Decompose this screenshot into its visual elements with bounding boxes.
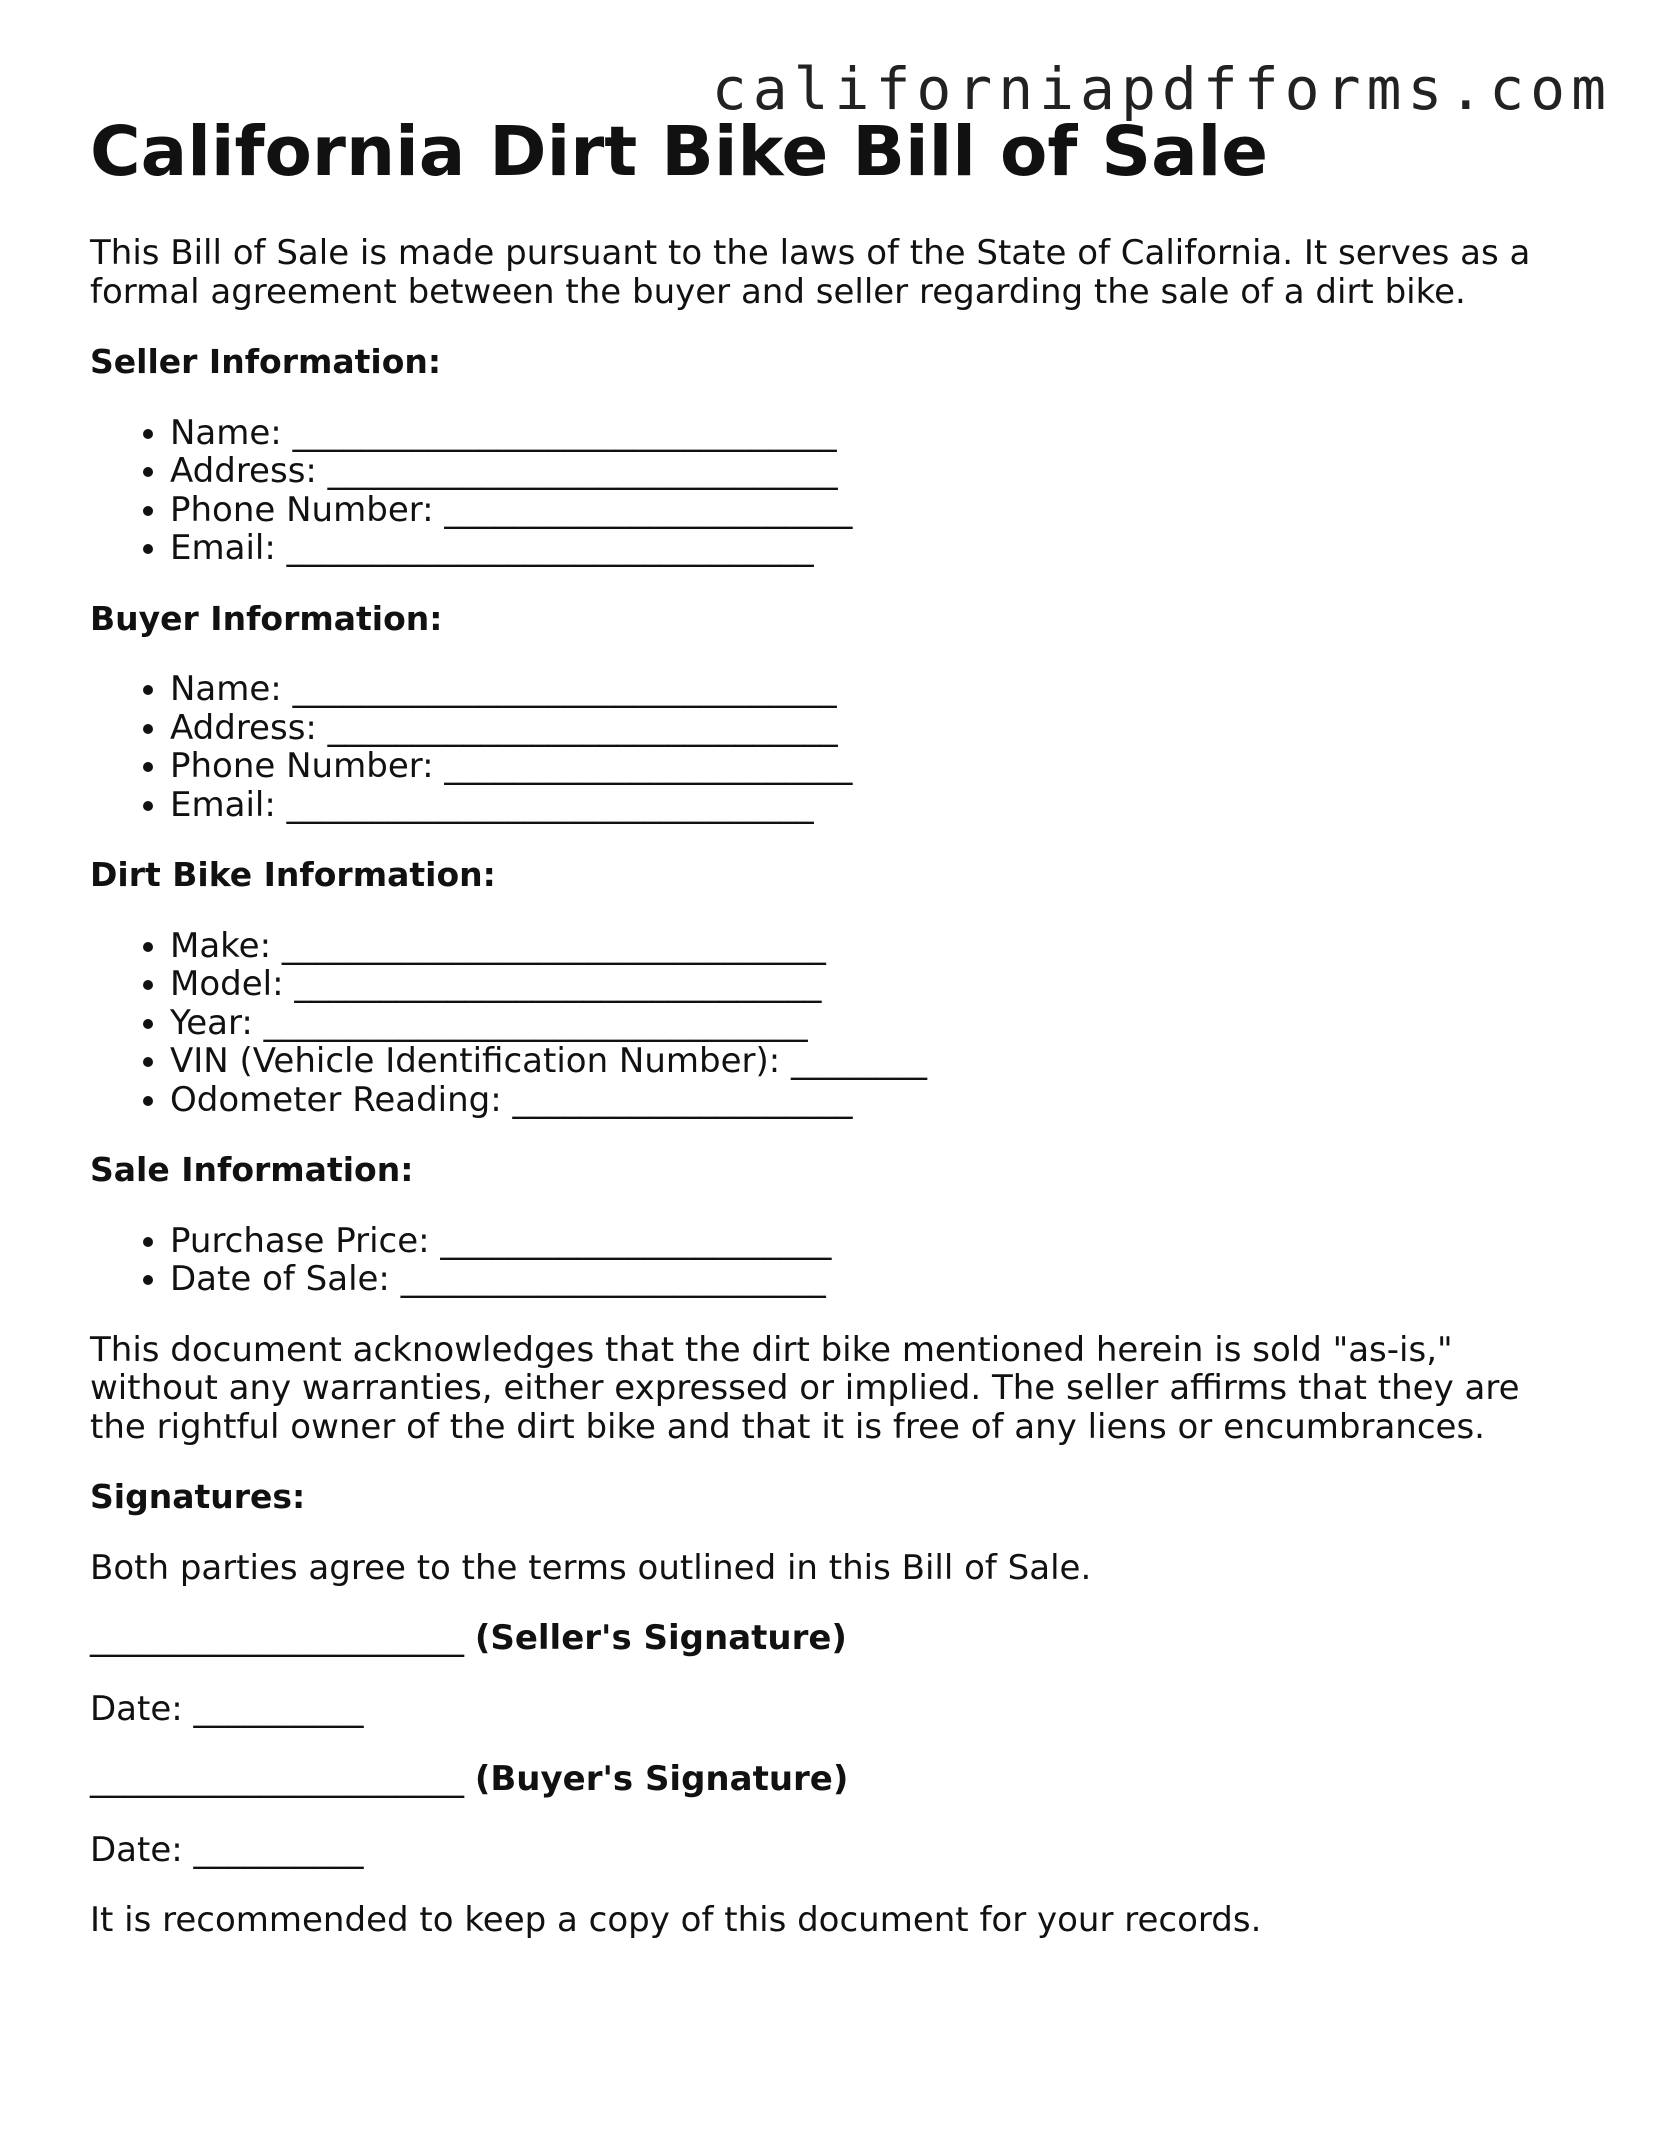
intro-paragraph: This Bill of Sale is made pursuant to the laws of the State of California. It serves as a formal agreement between the buyer and seller regarding the sale of a dirt bike. (90, 233, 1531, 312)
buyer-list (90, 670, 1550, 824)
sale-price-field: • Purchase Price: _______________________ (170, 1222, 1550, 1261)
signatures-heading: Signatures: (90, 1477, 306, 1516)
agreement-text: Both parties agree to the terms outlined in this Bill of Sale. (90, 1547, 1092, 1588)
buyer-date-field: Date: __________ (90, 1829, 364, 1870)
buyer-email-field: • Email: _______________________________ (170, 786, 1550, 825)
buyer-signature-label: (Buyer's Signature) (474, 1759, 849, 1799)
document-body (90, 234, 1550, 1972)
bike-vin-field: • VIN (Vehicle Identification Number): ________ (170, 1042, 1550, 1081)
buyer-phone-field: • Phone Number: ________________________ (170, 747, 1550, 786)
sale-list (90, 1222, 1550, 1299)
seller-date-field: Date: __________ (90, 1688, 364, 1729)
buyer-heading: Buyer Information: (90, 598, 443, 638)
seller-heading: Seller Information: (90, 342, 442, 381)
bike-make-field: • Make: ________________________________ (170, 927, 1550, 966)
bike-model-field: • Model: _______________________________ (170, 965, 1550, 1004)
seller-name-field: • Name: ________________________________ (170, 414, 1550, 453)
bike-odometer-field: • Odometer Reading: ____________________ (170, 1081, 1550, 1120)
bike-year-field: • Year: ________________________________ (170, 1004, 1550, 1043)
footer-note: It is recommended to keep a copy of this document for your records. (90, 1900, 1262, 1940)
seller-list (90, 414, 1550, 568)
bike-list (90, 927, 1550, 1120)
seller-signature-label: (Seller's Signature) (474, 1618, 847, 1658)
sale-heading: Sale Information: (90, 1150, 414, 1189)
bike-heading: Dirt Bike Information: (90, 855, 496, 894)
buyer-address-field: • Address: ______________________________ (170, 709, 1550, 748)
buyer-name-field: • Name: ________________________________ (170, 670, 1550, 709)
seller-email-field: • Email: _______________________________ (170, 529, 1550, 568)
seller-phone-field: • Phone Number: ________________________ (170, 491, 1550, 530)
seller-address-field: • Address: ______________________________ (170, 452, 1550, 491)
seller-signature-line (90, 1619, 1550, 1658)
buyer-signature-line (90, 1760, 1550, 1799)
seller-signature-blank: ______________________ (90, 1618, 464, 1658)
sale-date-field: • Date of Sale: _________________________ (170, 1260, 1550, 1299)
watermark: californiapdfforms.com (711, 55, 1612, 123)
buyer-signature-blank: ______________________ (90, 1759, 464, 1799)
acknowledgment-paragraph: This document acknowledges that the dirt bike mentioned herein is sold "as-is," without any warranties, either expressed or implied. The seller affirms that they are the rightful owner of the dirt bike and that it is free of any liens or encumbrances. (90, 1329, 1520, 1447)
document-title: California Dirt Bike Bill of Sale (90, 112, 1269, 192)
